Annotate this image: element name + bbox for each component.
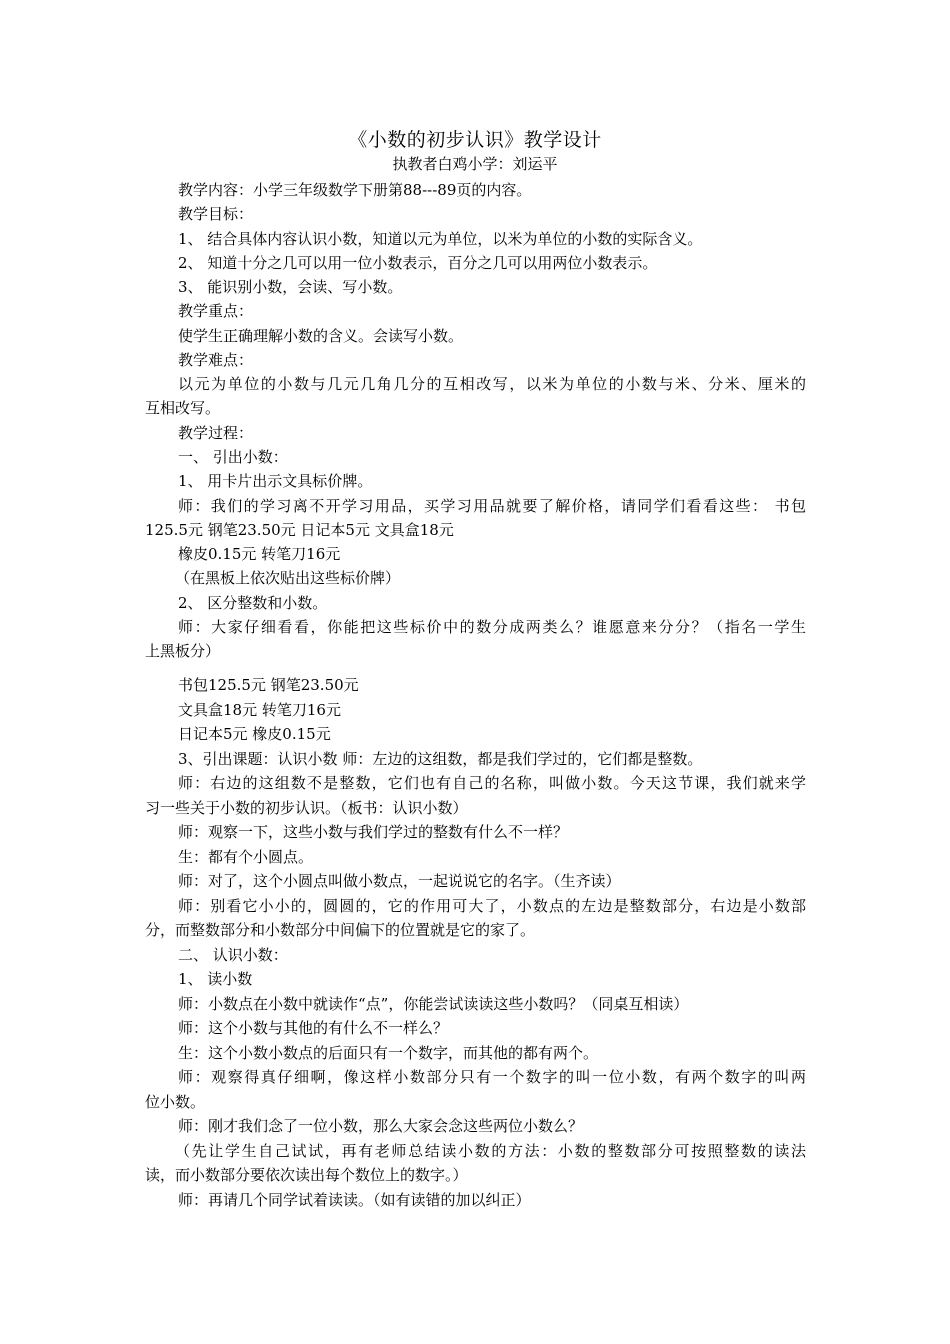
document-title: 《小数的初步认识》教学设计 [348,129,602,151]
paragraph-line: 习一些关于小数的初步认识。（板书：认识小数） [145,799,468,817]
paragraph-line: 分，而整数部分和小数部分中间偏下的位置就是它的家了。 [145,921,536,939]
paragraph-line: 教学难点： [178,351,254,369]
paragraph-line: 师：再请几个同学试着读读。（如有读错的加以纠正） [178,1191,531,1209]
paragraph-line: 师：对了，这个小圆点叫做小数点，一起说说它的名字。（生齐读） [178,872,621,890]
paragraph-line: （在黑板上依次贴出这些标价牌） [175,569,401,587]
paragraph-line: 教学目标： [178,205,254,223]
paragraph-line: 文具盒18元 转笔刀16元 [178,701,341,719]
paragraph-line: 师：大家仔细看看，你能把这些标价中的数分成两类么？谁愿意来分分？（指名一学生 [178,618,806,636]
paragraph-line: 互相改写。 [145,399,221,417]
paragraph-line: 师：别看它小小的，圆圆的，它的作用可大了，小数点的左边是整数部分，右边是小数部 [178,897,806,915]
paragraph-line: 生：都有个小圆点。 [178,848,314,866]
paragraph-line: 1、 结合具体内容认识小数，知道以元为单位，以米为单位的小数的实际含义。 [178,230,703,248]
paragraph-line: 生：这个小数小数点的后面只有一个数字，而其他的都有两个。 [178,1044,599,1062]
paragraph-line: 教学内容：小学三年级数学下册第88---89页的内容。 [178,181,532,199]
paragraph-line: 1、 用卡片出示文具标价牌。 [178,472,373,490]
paragraph-line: 师：观察一下，这些小数与我们学过的整数有什么不一样？ [178,823,569,841]
paragraph-line: 师：小数点在小数中就读作“点”，你能尝试读读这些小数吗？（同桌互相读） [178,995,689,1013]
paragraph-line: 2、 知道十分之几可以用一位小数表示，百分之几可以用两位小数表示。 [178,254,658,272]
paragraph-line: 师：观察得真仔细啊，像这样小数部分只有一个数字的叫一位小数，有两个数字的叫两 [178,1068,806,1086]
paragraph-line: 师：刚才我们念了一位小数，那么大家会念这些两位小数么？ [178,1117,584,1135]
paragraph-line: 1、 读小数 [178,970,253,988]
paragraph-line: 教学过程： [178,424,254,442]
paragraph-line: 二、 认识小数： [178,946,288,964]
paragraph-line: （先让学生自己试试，再有老师总结读小数的方法：小数的整数部分可按照整数的读法 [175,1142,806,1160]
paragraph-line: 位小数。 [145,1093,206,1111]
paragraph-line: 书包125.5元 钢笔23.50元 [178,676,359,694]
paragraph-line: 师：我们的学习离不开学习用品，买学习用品就要了解价格，请同学们看看这些： 书包 [178,497,806,515]
paragraph-line: 125.5元 钢笔23.50元 日记本5元 文具盒18元 [145,521,454,539]
paragraph-line: 以元为单位的小数与几元几角几分的互相改写，以米为单位的小数与米、分米、厘米的 [178,375,806,393]
paragraph-line: 日记本5元 橡皮0.15元 [178,725,331,743]
paragraph-line: 教学重点： [178,302,254,320]
paragraph-line: 3、 能识别小数，会读、写小数。 [178,278,403,296]
paragraph-line: 师：右边的这组数不是整数，它们也有自己的名称，叫做小数。今天这节课，我们就来学 [178,774,806,792]
paragraph-line: 一、 引出小数： [178,448,288,466]
paragraph-line: 师：这个小数与其他的有什么不一样么？ [178,1019,449,1037]
document-author: 执教者白鸡小学：刘运平 [392,155,558,173]
paragraph-line: 3、引出课题：认识小数 师：左边的这组数，都是我们学过的，它们都是整数。 [178,750,703,768]
paragraph-line: 2、 区分整数和小数。 [178,594,328,612]
paragraph-line: 上黑板分） [145,642,221,660]
paragraph-line: 橡皮0.15元 转笔刀16元 [178,545,341,563]
paragraph-line: 读，而小数部分要依次读出每个数位上的数字。） [145,1166,468,1184]
paragraph-line: 使学生正确理解小数的含义。会读写小数。 [178,327,464,345]
